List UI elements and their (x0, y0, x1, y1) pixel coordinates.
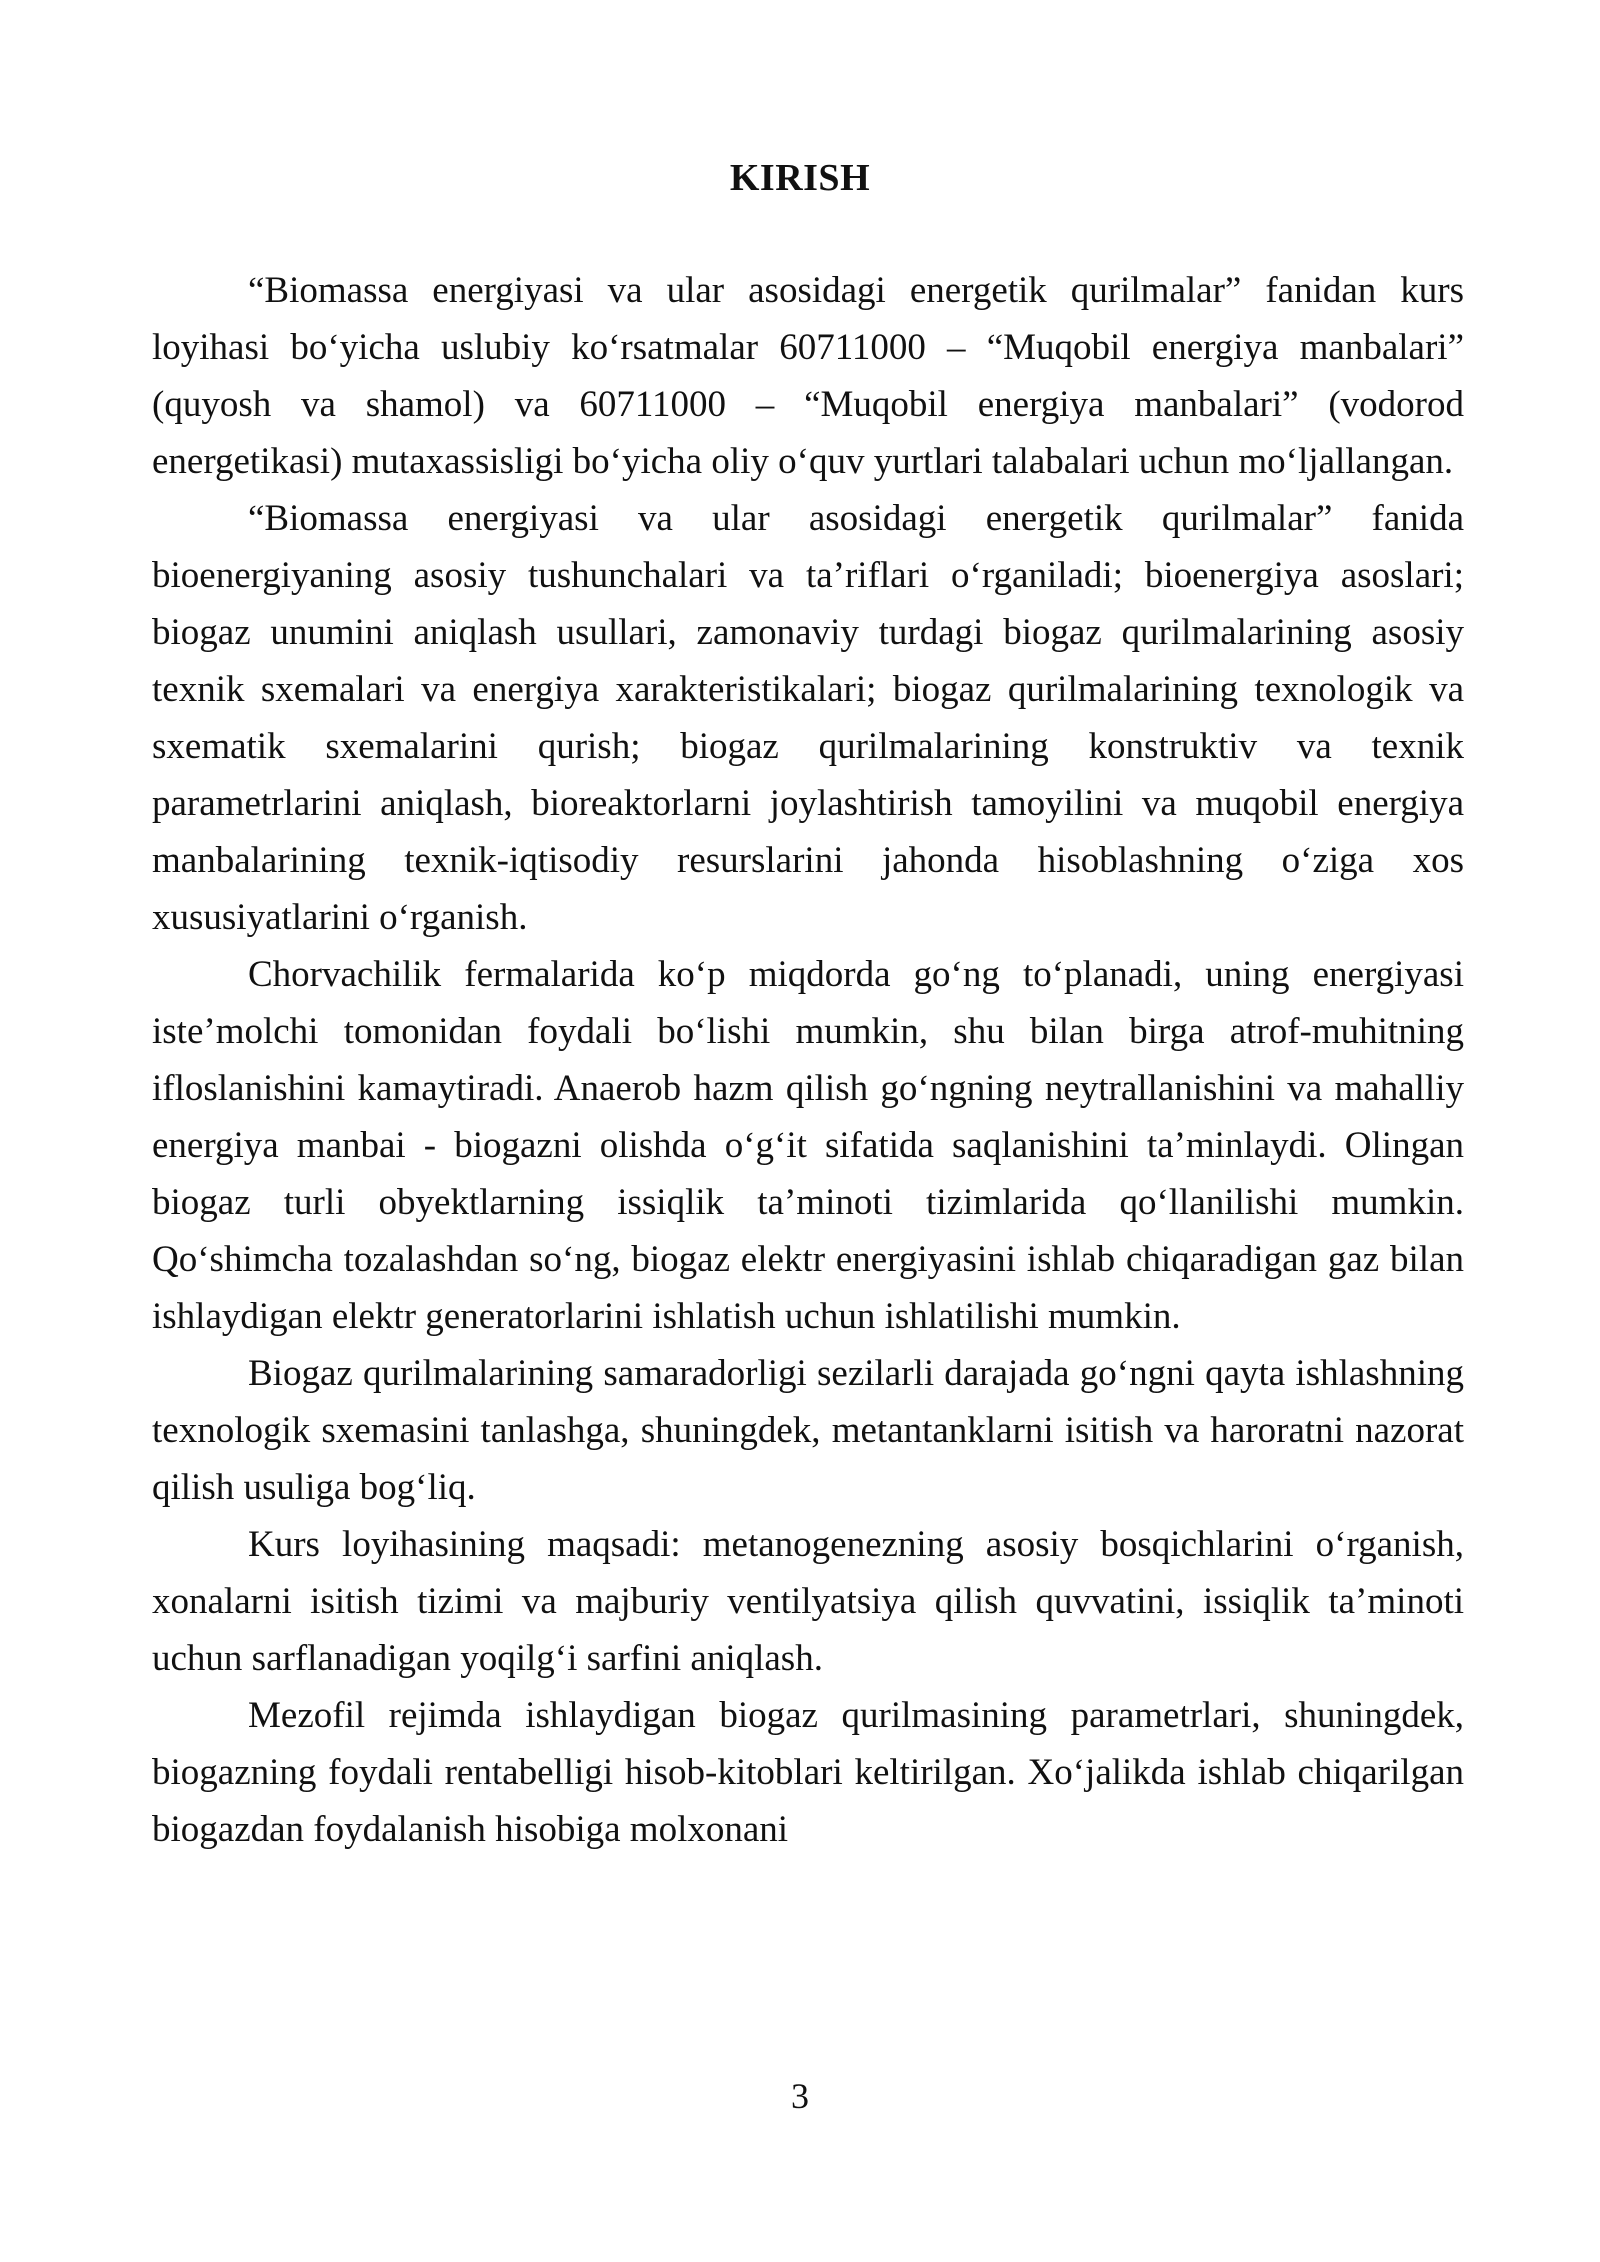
paragraph-6: Mezofil rejimda ishlaydigan biogaz qurilmasining parametrlari, shuningdek, biogazning foydali rentabelligi hisob-kitoblari keltirilgan. Xo‘jalikda ishlab chiqarilgan biogazdan foydalanish hisobiga molxonani (152, 1695, 1464, 1850)
section-title: KIRISH (729, 157, 871, 199)
paragraph-4: Biogaz qurilmalarining samaradorligi sezilarli darajada go‘ngni qayta ishlashning texnologik sxemasini tanlashga, shuningdek, metantanklarni isitish va haroratni nazorat qilish usuliga bog‘liq. (152, 1353, 1464, 1508)
body-text (152, 262, 1464, 1858)
paragraph-2: “Biomassa energiyasi va ular asosidagi energetik qurilmalar” fanida bioenergiyaning asosiy tushunchalari va ta’riflari o‘rganiladi; bioenergiya asoslari; biogaz unumini aniqlash usullari, zamonaviy turdagi biogaz qurilmalarining asosiy texnik sxemalari va energiya xarakteristikalari; biogaz qurilmalarining texnologik va sxematik sxemalarini qurish; biogaz qurilmalarining konstruktiv va texnik parametrlarini aniqlash, bioreaktorlarni joylashtirish tamoyilini va muqobil energiya manbalarining texnik-iqtisodiy resurslarini jahonda hisoblashning o‘ziga xos xususiyatlarini o‘rganish. (152, 498, 1464, 938)
paragraph-3: Chorvachilik fermalarida ko‘p miqdorda go‘ng to‘planadi, uning energiyasi iste’molchi tomonidan foydali bo‘lishi mumkin, shu bilan birga atrof-muhitning ifloslanishini kamaytiradi. Anaerob hazm qilish go‘ngning neytrallanishini va mahalliy energiya manbai - biogazni olishda o‘g‘it sifatida saqlanishini ta’minlaydi. Olingan biogaz turli obyektlarning issiqlik ta’minoti tizimlarida qo‘llanilishi mumkin. Qo‘shimcha tozalashdan so‘ng, biogaz elektr energiyasini ishlab chiqaradigan gaz bilan ishlaydigan elektr generatorlarini ishlatish uchun ishlatilishi mumkin. (152, 954, 1464, 1337)
paragraph-1: “Biomassa energiyasi va ular asosidagi energetik qurilmalar” fanidan kurs loyihasi bo‘yicha uslubiy ko‘rsatmalar 60711000 – “Muqobil energiya manbalari” (quyosh va shamol) va 60711000 – “Muqobil energiya manbalari” (vodorod energetikasi) mutaxassisligi bo‘yicha oliy o‘quv yurtlari talabalari uchun mo‘ljallangan. (152, 270, 1464, 482)
page-number: 3 (791, 2076, 809, 2116)
paragraph-5: Kurs loyihasining maqsadi: metanogenezning asosiy bosqichlarini o‘rganish, xonalarni isitish tizimi va majburiy ventilyatsiya qilish quvvatini, issiqlik ta’minoti uchun sarflanadigan yoqilg‘i sarfini aniqlash. (152, 1524, 1464, 1679)
